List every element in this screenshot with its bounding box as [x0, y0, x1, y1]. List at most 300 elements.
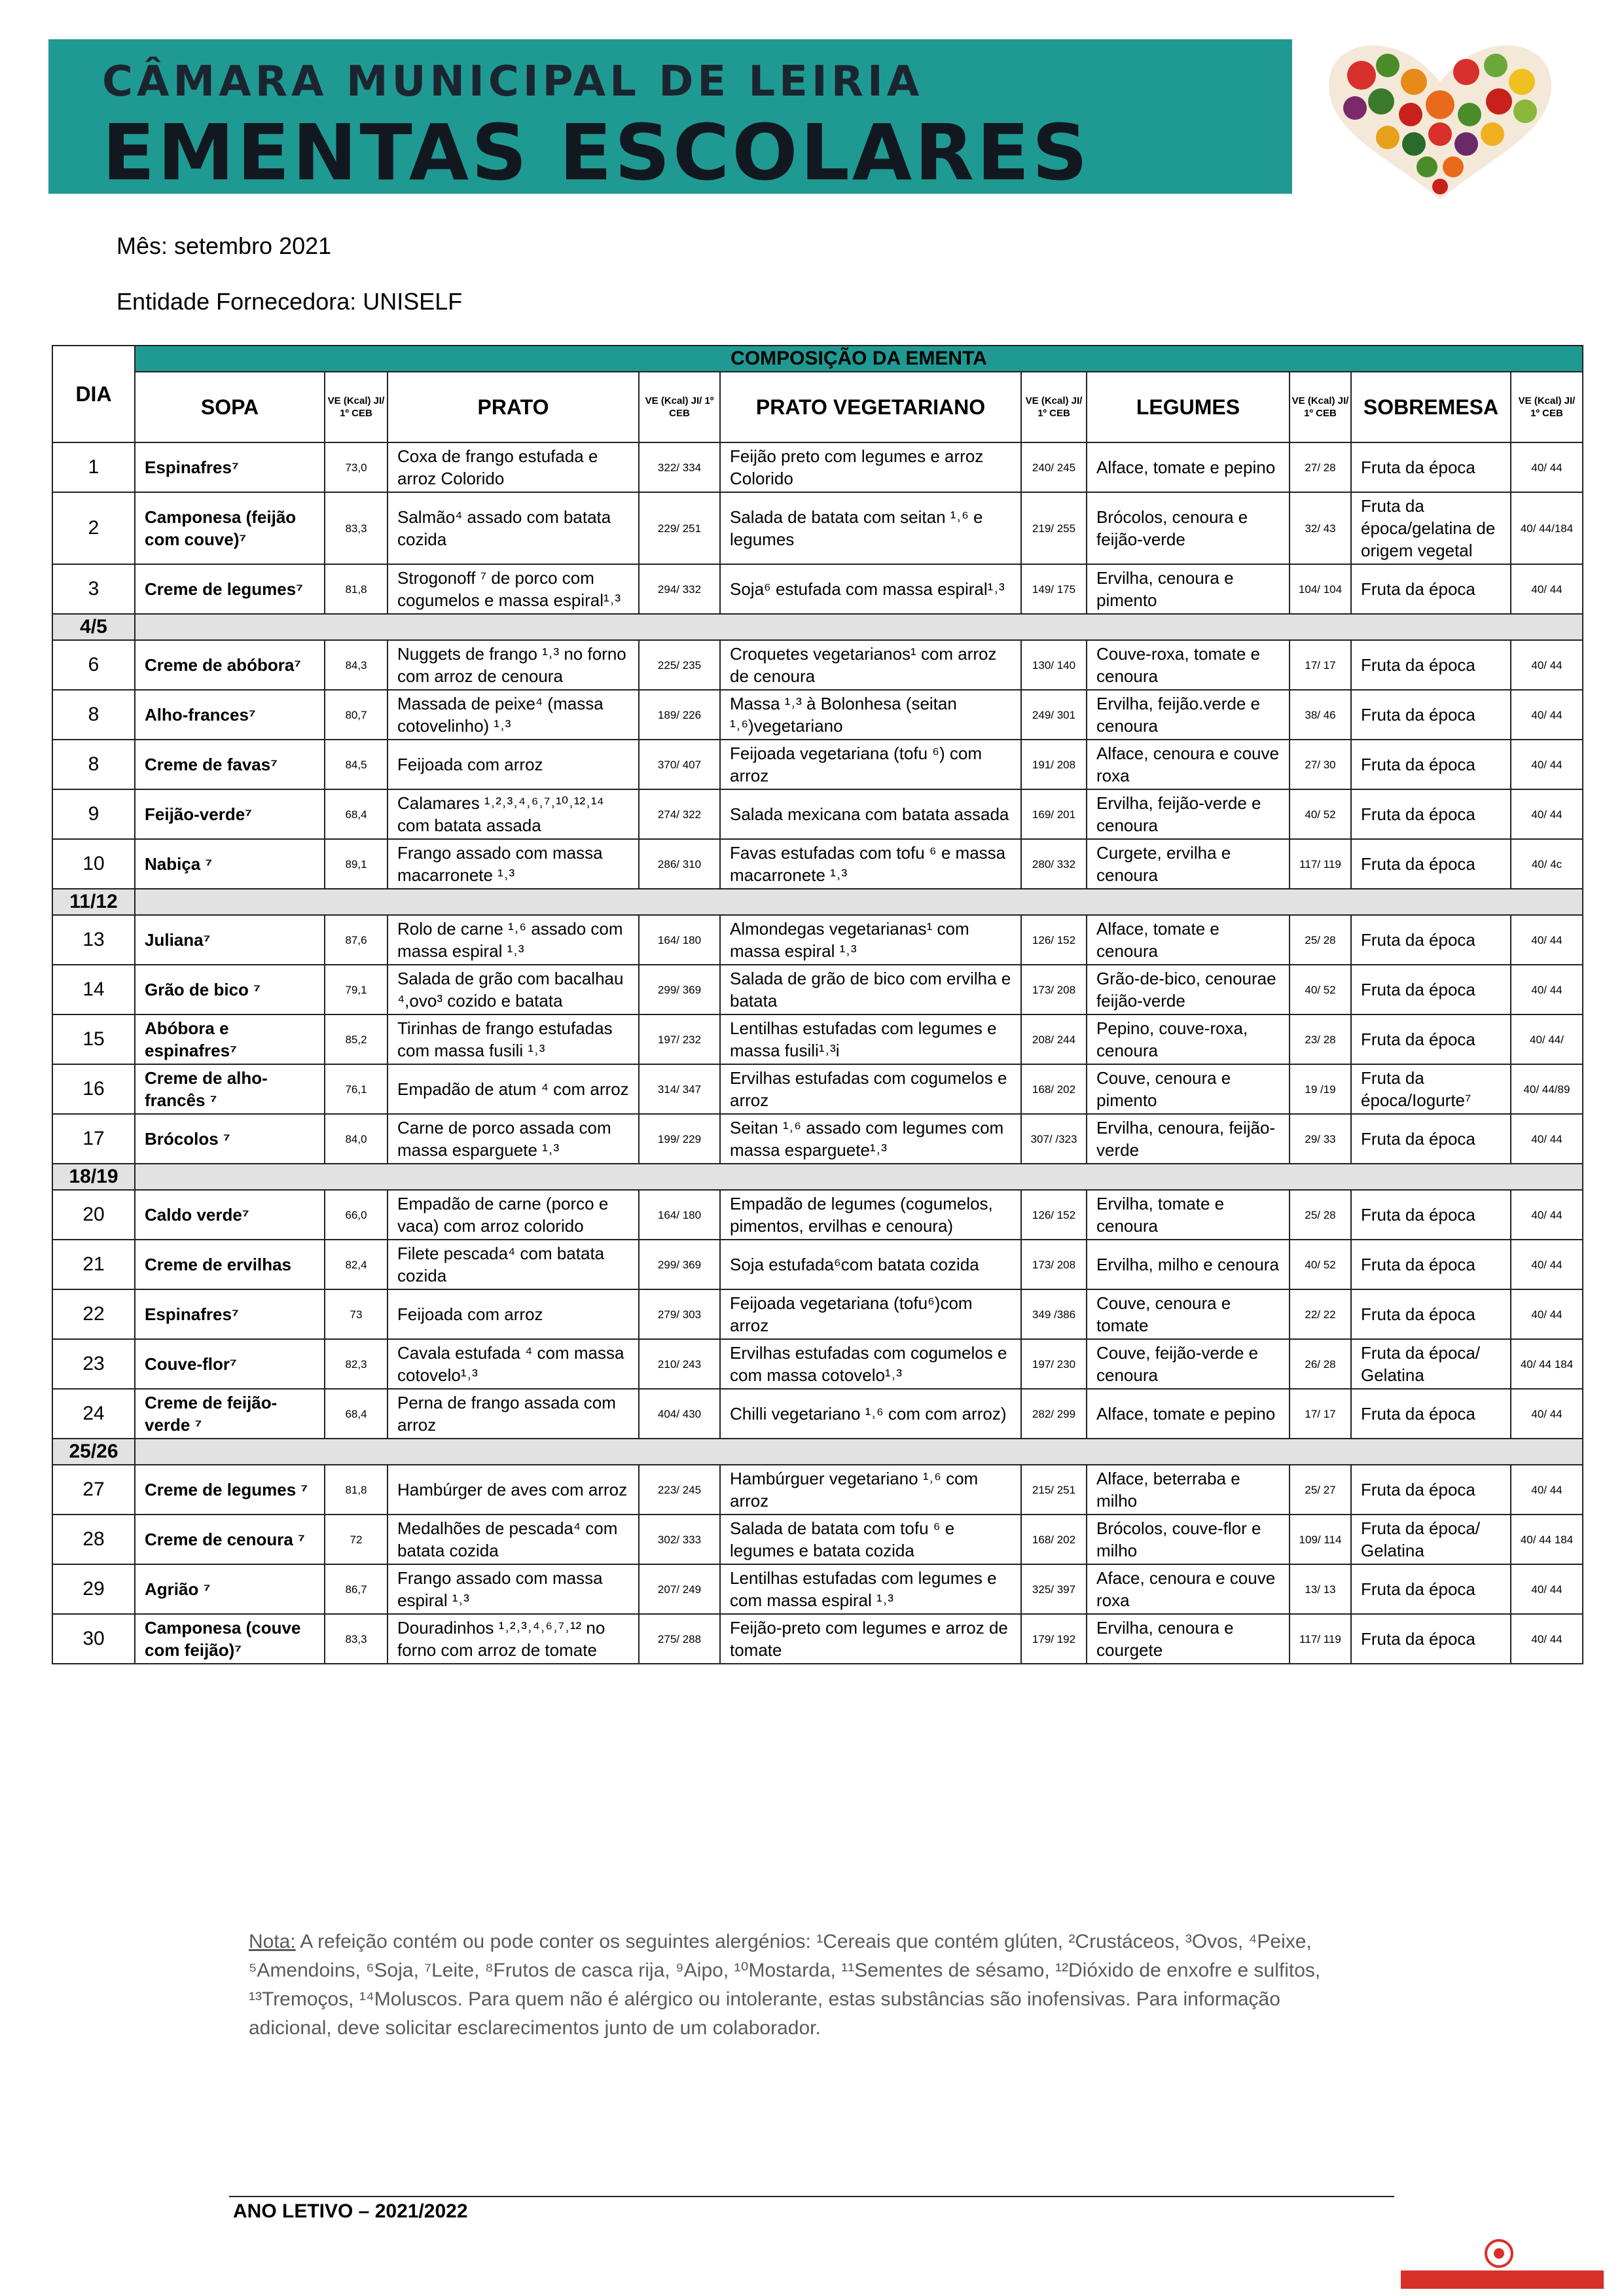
header-dia: DIA: [52, 346, 135, 442]
dessert-kcal-cell: 40/ 44: [1511, 1465, 1583, 1515]
vegetarian-dish-cell: Soja estufada⁶com batata cozida: [720, 1240, 1021, 1289]
note-text: A refeição contém ou pode conter os seguintes alergénios: ¹Cereais que contém glúten, ²Crustáceos, ³Ovos, ⁴Peixe, ⁵Amendoins, ⁶Soja, ⁷Leite, ⁸Frutos de casca rija, ⁹Aipo, ¹⁰Mostarda, ¹¹Sementes de sésamo, ¹²Dióxido de enxofre e sulfitos, ¹³Tremoços, ¹⁴Moluscos. Para quem não é alérgico ou intolerante, estas substâncias são inofensivas. Para informação adicional, deve solicitar esclarecimentos junto de um colaborador.: [249, 1931, 1321, 2039]
vegetarian-kcal-cell: 149/ 175: [1021, 564, 1087, 614]
dessert-cell: Fruta da época: [1351, 1614, 1511, 1664]
month-label: Mês: setembro 2021: [117, 232, 332, 259]
soup-kcal-cell: 81,8: [325, 564, 388, 614]
dessert-cell: Fruta da época: [1351, 1240, 1511, 1289]
week-label: 4/5: [52, 614, 135, 640]
menu-row: [52, 442, 1583, 492]
day-cell: 13: [52, 915, 135, 965]
municipality-title: CÂMARA MUNICIPAL DE LEIRIA: [102, 58, 924, 106]
vegetarian-kcal-cell: 307/ /323: [1021, 1114, 1087, 1164]
header-ve-sopa: VE (Kcal) JI/ 1º CEB: [325, 372, 388, 442]
vegetarian-dish-cell: Salada de batata com seitan ¹˒⁶ e legumes: [720, 492, 1021, 564]
vegetarian-dish-cell: Croquetes vegetarianos¹ com arroz de cenoura: [720, 640, 1021, 690]
header-ve-sobremesa: VE (Kcal) JI/ 1º CEB: [1511, 372, 1583, 442]
dessert-cell: Fruta da época/gelatina de origem vegetal: [1351, 492, 1511, 564]
dish-cell: Hambúrger de aves com arroz: [388, 1465, 639, 1515]
dish-cell: Strogonoff ⁷ de porco com cogumelos e massa espiral¹˒³: [388, 564, 639, 614]
vegetables-kcal-cell: 40/ 52: [1290, 1240, 1351, 1289]
vegetables-kcal-cell: 17/ 17: [1290, 1389, 1351, 1439]
vegetarian-dish-cell: Feijoada vegetariana (tofu ⁶) com arroz: [720, 740, 1021, 789]
vegetables-kcal-cell: 29/ 33: [1290, 1114, 1351, 1164]
day-cell: 17: [52, 1114, 135, 1164]
dessert-cell: Fruta da época: [1351, 442, 1511, 492]
vegetarian-dish-cell: Salada de grão de bico com ervilha e batata: [720, 965, 1021, 1014]
soup-cell: Couve-flor⁷: [135, 1339, 325, 1389]
vegetarian-kcal-cell: 282/ 299: [1021, 1389, 1087, 1439]
menu-row: [52, 839, 1583, 889]
dish-cell: Feijoada com arroz: [388, 740, 639, 789]
dessert-kcal-cell: 40/ 44: [1511, 442, 1583, 492]
dish-cell: Frango assado com massa espiral ¹˒³: [388, 1564, 639, 1614]
vegetables-kcal-cell: 32/ 43: [1290, 492, 1351, 564]
dessert-kcal-cell: 40/ 44: [1511, 915, 1583, 965]
soup-cell: Grão de bico ⁷: [135, 965, 325, 1014]
dish-cell: Carne de porco assada com massa esparguete ¹˒³: [388, 1114, 639, 1164]
soup-cell: Camponesa (couve com feijão)⁷: [135, 1614, 325, 1664]
day-cell: 8: [52, 740, 135, 789]
vegetables-kcal-cell: 25/ 28: [1290, 915, 1351, 965]
vegetarian-dish-cell: Lentilhas estufadas com legumes e com massa espiral ¹˒³: [720, 1564, 1021, 1614]
soup-kcal-cell: 82,4: [325, 1240, 388, 1289]
vegetables-cell: Ervilha, tomate e cenoura: [1087, 1190, 1290, 1240]
vegetarian-dish-cell: Seitan ¹˒⁶ assado com legumes com massa esparguete¹˒³: [720, 1114, 1021, 1164]
dish-cell: Douradinhos ¹˒²˒³˒⁴˒⁶˒⁷˒¹² no forno com arroz de tomate: [388, 1614, 639, 1664]
vegetable-heart-image: [1316, 36, 1564, 206]
vegetables-cell: Alface, tomate e pepino: [1087, 1389, 1290, 1439]
menu-row: [52, 1114, 1583, 1164]
week-separator-row: [52, 1439, 1583, 1465]
vegetarian-dish-cell: Hambúrguer vegetariano ¹˒⁶ com arroz: [720, 1465, 1021, 1515]
day-cell: 30: [52, 1614, 135, 1664]
vegetarian-kcal-cell: 240/ 245: [1021, 442, 1087, 492]
vegetables-kcal-cell: 17/ 17: [1290, 640, 1351, 690]
dessert-cell: Fruta da época: [1351, 839, 1511, 889]
dessert-kcal-cell: 40/ 44: [1511, 740, 1583, 789]
dish-kcal-cell: 207/ 249: [639, 1564, 720, 1614]
dessert-kcal-cell: 40/ 44: [1511, 1190, 1583, 1240]
soup-cell: Creme de abóbora⁷: [135, 640, 325, 690]
vegetarian-dish-cell: Feijão-preto com legumes e arroz de tomate: [720, 1614, 1021, 1664]
vegetables-kcal-cell: 40/ 52: [1290, 965, 1351, 1014]
header-prato: PRATO: [388, 372, 639, 442]
dessert-kcal-cell: 40/ 44 184: [1511, 1339, 1583, 1389]
day-cell: 9: [52, 789, 135, 839]
vegetarian-dish-cell: Feijão preto com legumes e arroz Colorido: [720, 442, 1021, 492]
dessert-kcal-cell: 40/ 44/184: [1511, 492, 1583, 564]
vegetables-kcal-cell: 19 /19: [1290, 1064, 1351, 1114]
header-legumes: LEGUMES: [1087, 372, 1290, 442]
dish-cell: Medalhões de pescada⁴ com batata cozida: [388, 1515, 639, 1564]
vegetarian-kcal-cell: 179/ 192: [1021, 1614, 1087, 1664]
week-separator-row: [52, 889, 1583, 915]
soup-cell: Creme de legumes⁷: [135, 564, 325, 614]
dessert-cell: Fruta da época: [1351, 740, 1511, 789]
dish-cell: Cavala estufada ⁴ com massa cotovelo¹˒³: [388, 1339, 639, 1389]
menu-table: [52, 345, 1583, 1664]
vegetables-cell: Pepino, couve-roxa, cenoura: [1087, 1014, 1290, 1064]
menu-row: [52, 1564, 1583, 1614]
vegetables-cell: Couve, feijão-verde e cenoura: [1087, 1339, 1290, 1389]
note-label: Nota:: [249, 1931, 296, 1952]
soup-cell: Creme de alho-francês ⁷: [135, 1064, 325, 1114]
soup-cell: Camponesa (feijão com couve)⁷: [135, 492, 325, 564]
soup-cell: Nabiça ⁷: [135, 839, 325, 889]
week-separator-row: [52, 614, 1583, 640]
menu-row: [52, 789, 1583, 839]
dessert-cell: Fruta da época: [1351, 1114, 1511, 1164]
menu-row: [52, 740, 1583, 789]
menu-row: [52, 1339, 1583, 1389]
vegetarian-dish-cell: Ervilhas estufadas com cogumelos e com massa cotovelo¹˒³: [720, 1339, 1021, 1389]
vegetarian-dish-cell: Empadão de legumes (cogumelos, pimentos, ervilhas e cenoura): [720, 1190, 1021, 1240]
day-cell: 10: [52, 839, 135, 889]
dish-kcal-cell: 370/ 407: [639, 740, 720, 789]
soup-kcal-cell: 86,7: [325, 1564, 388, 1614]
soup-kcal-cell: 80,7: [325, 690, 388, 740]
soup-kcal-cell: 72: [325, 1515, 388, 1564]
composition-header: COMPOSIÇÃO DA EMENTA: [135, 346, 1583, 372]
vegetarian-kcal-cell: 130/ 140: [1021, 640, 1087, 690]
soup-cell: Caldo verde⁷: [135, 1190, 325, 1240]
day-cell: 1: [52, 442, 135, 492]
week-spacer: [135, 1439, 1583, 1465]
dish-cell: Empadão de atum ⁴ com arroz: [388, 1064, 639, 1114]
soup-cell: Espinafres⁷: [135, 1289, 325, 1339]
menu-row: [52, 690, 1583, 740]
menu-row: [52, 564, 1583, 614]
vegetables-cell: Brócolos, couve-flor e milho: [1087, 1515, 1290, 1564]
header-sopa: SOPA: [135, 372, 325, 442]
vegetables-kcal-cell: 104/ 104: [1290, 564, 1351, 614]
soup-cell: Alho-frances⁷: [135, 690, 325, 740]
intervencoes-educativas-logo: [1394, 2235, 1610, 2291]
vegetarian-dish-cell: Salada mexicana com batata assada: [720, 789, 1021, 839]
vegetables-kcal-cell: 27/ 28: [1290, 442, 1351, 492]
header-ve-vegetariano: VE (Kcal) JI/ 1º CEB: [1021, 372, 1087, 442]
vegetables-cell: Brócolos, cenoura e feijão-verde: [1087, 492, 1290, 564]
dessert-kcal-cell: 40/ 44: [1511, 640, 1583, 690]
vegetables-cell: Couve, cenoura e tomate: [1087, 1289, 1290, 1339]
vegetables-kcal-cell: 23/ 28: [1290, 1014, 1351, 1064]
vegetarian-dish-cell: Soja⁶ estufada com massa espiral¹˒³: [720, 564, 1021, 614]
dessert-cell: Fruta da época: [1351, 789, 1511, 839]
dessert-cell: Fruta da época: [1351, 1389, 1511, 1439]
menu-row: [52, 1064, 1583, 1114]
menu-row: [52, 1014, 1583, 1064]
vegetables-cell: Couve-roxa, tomate e cenoura: [1087, 640, 1290, 690]
vegetables-cell: Alface, tomate e pepino: [1087, 442, 1290, 492]
vegetarian-kcal-cell: 173/ 208: [1021, 1240, 1087, 1289]
dish-cell: Empadão de carne (porco e vaca) com arroz colorido: [388, 1190, 639, 1240]
dish-kcal-cell: 275/ 288: [639, 1614, 720, 1664]
dish-kcal-cell: 404/ 430: [639, 1389, 720, 1439]
vegetarian-kcal-cell: 126/ 152: [1021, 1190, 1087, 1240]
header-banner: [48, 39, 1292, 198]
dish-kcal-cell: 299/ 369: [639, 1240, 720, 1289]
dessert-kcal-cell: 40/ 44/: [1511, 1014, 1583, 1064]
header-ve-prato: VE (Kcal) JI/ 1º CEB: [639, 372, 720, 442]
vegetables-cell: Ervilha, feijão-verde e cenoura: [1087, 789, 1290, 839]
vegetables-cell: Alface, cenoura e couve roxa: [1087, 740, 1290, 789]
vegetables-cell: Ervilha, cenoura e courgete: [1087, 1614, 1290, 1664]
soup-kcal-cell: 85,2: [325, 1014, 388, 1064]
supplier-label: Entidade Fornecedora: UNISELF: [117, 288, 463, 315]
soup-kcal-cell: 68,4: [325, 1389, 388, 1439]
dessert-kcal-cell: 40/ 44: [1511, 564, 1583, 614]
dessert-cell: Fruta da época: [1351, 564, 1511, 614]
menu-row: [52, 1515, 1583, 1564]
vegetarian-kcal-cell: 219/ 255: [1021, 492, 1087, 564]
dessert-kcal-cell: 40/ 44: [1511, 690, 1583, 740]
vegetables-cell: Ervilha, cenoura, feijão-verde: [1087, 1114, 1290, 1164]
dish-kcal-cell: 189/ 226: [639, 690, 720, 740]
day-cell: 14: [52, 965, 135, 1014]
vegetables-cell: Curgete, ervilha e cenoura: [1087, 839, 1290, 889]
day-cell: 2: [52, 492, 135, 564]
dish-cell: Coxa de frango estufada e arroz Colorido: [388, 442, 639, 492]
dish-cell: Calamares ¹˒²˒³˒⁴˒⁶˒⁷˒¹⁰˒¹²˒¹⁴ com batata assada: [388, 789, 639, 839]
page-title: EMENTAS ESCOLARES: [102, 107, 1091, 198]
dessert-cell: Fruta da época: [1351, 690, 1511, 740]
soup-cell: Espinafres⁷: [135, 442, 325, 492]
dish-cell: Salada de grão com bacalhau ⁴,ovo³ cozido e batata: [388, 965, 639, 1014]
menu-table-wrapper: [52, 345, 1582, 1664]
dessert-cell: Fruta da época: [1351, 1190, 1511, 1240]
dessert-kcal-cell: 40/ 44/89: [1511, 1064, 1583, 1114]
soup-kcal-cell: 82,3: [325, 1339, 388, 1389]
vegetables-kcal-cell: 117/ 119: [1290, 839, 1351, 889]
menu-table-body: [52, 442, 1583, 1664]
header-sobremesa: SOBREMESA: [1351, 372, 1511, 442]
week-separator-row: [52, 1164, 1583, 1190]
soup-kcal-cell: 76,1: [325, 1064, 388, 1114]
vegetables-cell: Ervilha, milho e cenoura: [1087, 1240, 1290, 1289]
day-cell: 3: [52, 564, 135, 614]
menu-row: [52, 1614, 1583, 1664]
vegetables-cell: Ervilha, feijão.verde e cenoura: [1087, 690, 1290, 740]
dish-kcal-cell: 225/ 235: [639, 640, 720, 690]
soup-kcal-cell: 73: [325, 1289, 388, 1339]
soup-kcal-cell: 89,1: [325, 839, 388, 889]
week-label: 18/19: [52, 1164, 135, 1190]
dish-cell: Rolo de carne ¹˒⁶ assado com massa espiral ¹˒³: [388, 915, 639, 965]
vegetarian-kcal-cell: 126/ 152: [1021, 915, 1087, 965]
dish-kcal-cell: 294/ 332: [639, 564, 720, 614]
dessert-kcal-cell: 40/ 44: [1511, 965, 1583, 1014]
vegetarian-kcal-cell: 173/ 208: [1021, 965, 1087, 1014]
dish-kcal-cell: 164/ 180: [639, 1190, 720, 1240]
dish-kcal-cell: 229/ 251: [639, 492, 720, 564]
dessert-cell: Fruta da época: [1351, 965, 1511, 1014]
soup-kcal-cell: 66,0: [325, 1190, 388, 1240]
header-ve-legumes: VE (Kcal) JI/ 1º CEB: [1290, 372, 1351, 442]
soup-kcal-cell: 87,6: [325, 915, 388, 965]
dessert-cell: Fruta da época: [1351, 1289, 1511, 1339]
week-label: 11/12: [52, 889, 135, 915]
dessert-cell: Fruta da época/ Gelatina: [1351, 1515, 1511, 1564]
vegetarian-kcal-cell: 168/ 202: [1021, 1064, 1087, 1114]
dessert-cell: Fruta da época/Iogurte⁷: [1351, 1064, 1511, 1114]
menu-row: [52, 1289, 1583, 1339]
menu-row: [52, 915, 1583, 965]
vegetarian-dish-cell: Feijoada vegetariana (tofu⁶)com arroz: [720, 1289, 1021, 1339]
dessert-kcal-cell: 40/ 44: [1511, 1389, 1583, 1439]
soup-kcal-cell: 84,5: [325, 740, 388, 789]
vegetarian-kcal-cell: 349 /386: [1021, 1289, 1087, 1339]
dessert-kcal-cell: 40/ 4c: [1511, 839, 1583, 889]
vegetables-kcal-cell: 117/ 119: [1290, 1614, 1351, 1664]
dish-cell: Feijoada com arroz: [388, 1289, 639, 1339]
footer-divider: [229, 2196, 1394, 2197]
menu-row: [52, 640, 1583, 690]
soup-kcal-cell: 84,0: [325, 1114, 388, 1164]
soup-kcal-cell: 84,3: [325, 640, 388, 690]
dish-cell: Salmão⁴ assado com batata cozida: [388, 492, 639, 564]
dessert-kcal-cell: 40/ 44: [1511, 1614, 1583, 1664]
vegetables-cell: Aface, cenoura e couve roxa: [1087, 1564, 1290, 1614]
dessert-kcal-cell: 40/ 44: [1511, 1240, 1583, 1289]
dessert-kcal-cell: 40/ 44 184: [1511, 1515, 1583, 1564]
vegetarian-kcal-cell: 280/ 332: [1021, 839, 1087, 889]
day-cell: 29: [52, 1564, 135, 1614]
menu-row: [52, 1389, 1583, 1439]
dish-kcal-cell: 274/ 322: [639, 789, 720, 839]
header-prato-vegetariano: PRATO VEGETARIANO: [720, 372, 1021, 442]
menu-row: [52, 1190, 1583, 1240]
dish-cell: Massada de peixe⁴ (massa cotovelinho) ¹˒³: [388, 690, 639, 740]
day-cell: 16: [52, 1064, 135, 1114]
vegetables-kcal-cell: 26/ 28: [1290, 1339, 1351, 1389]
week-spacer: [135, 614, 1583, 640]
dessert-kcal-cell: 40/ 44: [1511, 1564, 1583, 1614]
day-cell: 20: [52, 1190, 135, 1240]
dish-kcal-cell: 286/ 310: [639, 839, 720, 889]
vegetables-kcal-cell: 25/ 28: [1290, 1190, 1351, 1240]
soup-cell: Juliana⁷: [135, 915, 325, 965]
dessert-cell: Fruta da época/ Gelatina: [1351, 1339, 1511, 1389]
allergen-note: [249, 1928, 1335, 2043]
vegetarian-kcal-cell: 208/ 244: [1021, 1014, 1087, 1064]
menu-row: [52, 492, 1583, 564]
dish-cell: Nuggets de frango ¹˒³ no forno com arroz de cenoura: [388, 640, 639, 690]
dessert-cell: Fruta da época: [1351, 640, 1511, 690]
soup-kcal-cell: 83,3: [325, 1614, 388, 1664]
week-spacer: [135, 1164, 1583, 1190]
vegetarian-dish-cell: Favas estufadas com tofu ⁶ e massa macarronete ¹˒³: [720, 839, 1021, 889]
day-cell: 6: [52, 640, 135, 690]
soup-kcal-cell: 68,4: [325, 789, 388, 839]
day-cell: 24: [52, 1389, 135, 1439]
dish-kcal-cell: 314/ 347: [639, 1064, 720, 1114]
vegetables-cell: Grão-de-bico, cenourae feijão-verde: [1087, 965, 1290, 1014]
vegetarian-dish-cell: Chilli vegetariano ¹˒⁶ com com arroz): [720, 1389, 1021, 1439]
vegetables-cell: Couve, cenoura e pimento: [1087, 1064, 1290, 1114]
vegetables-cell: Alface, tomate e cenoura: [1087, 915, 1290, 965]
vegetables-kcal-cell: 40/ 52: [1290, 789, 1351, 839]
day-cell: 23: [52, 1339, 135, 1389]
vegetables-cell: Ervilha, cenoura e pimento: [1087, 564, 1290, 614]
vegetables-kcal-cell: 13/ 13: [1290, 1564, 1351, 1614]
soup-cell: Brócolos ⁷: [135, 1114, 325, 1164]
day-cell: 28: [52, 1515, 135, 1564]
vegetarian-kcal-cell: 215/ 251: [1021, 1465, 1087, 1515]
soup-cell: Feijão-verde⁷: [135, 789, 325, 839]
vegetarian-dish-cell: Salada de batata com tofu ⁶ e legumes e batata cozida: [720, 1515, 1021, 1564]
soup-cell: Creme de favas⁷: [135, 740, 325, 789]
vegetarian-dish-cell: Lentilhas estufadas com legumes e massa fusili¹˒³i: [720, 1014, 1021, 1064]
vegetarian-kcal-cell: 168/ 202: [1021, 1515, 1087, 1564]
dish-cell: Tirinhas de frango estufadas com massa fusili ¹˒³: [388, 1014, 639, 1064]
day-cell: 27: [52, 1465, 135, 1515]
menu-row: [52, 1465, 1583, 1515]
day-cell: 22: [52, 1289, 135, 1339]
school-year: ANO LETIVO – 2021/2022: [233, 2200, 468, 2222]
week-spacer: [135, 889, 1583, 915]
vegetarian-dish-cell: Almondegas vegetarianas¹ com massa espiral ¹˒³: [720, 915, 1021, 965]
soup-kcal-cell: 73,0: [325, 442, 388, 492]
menu-row: [52, 1240, 1583, 1289]
dessert-cell: Fruta da época: [1351, 1564, 1511, 1614]
dish-kcal-cell: 223/ 245: [639, 1465, 720, 1515]
vegetables-kcal-cell: 27/ 30: [1290, 740, 1351, 789]
vegetables-kcal-cell: 109/ 114: [1290, 1515, 1351, 1564]
menu-row: [52, 965, 1583, 1014]
dessert-cell: Fruta da época: [1351, 1465, 1511, 1515]
dessert-kcal-cell: 40/ 44: [1511, 1289, 1583, 1339]
dessert-cell: Fruta da época: [1351, 915, 1511, 965]
vegetarian-dish-cell: Ervilhas estufadas com cogumelos e arroz: [720, 1064, 1021, 1114]
vegetarian-kcal-cell: 325/ 397: [1021, 1564, 1087, 1614]
vegetarian-kcal-cell: 197/ 230: [1021, 1339, 1087, 1389]
vegetables-kcal-cell: 25/ 27: [1290, 1465, 1351, 1515]
dish-kcal-cell: 199/ 229: [639, 1114, 720, 1164]
vegetarian-kcal-cell: 169/ 201: [1021, 789, 1087, 839]
vegetables-cell: Alface, beterraba e milho: [1087, 1465, 1290, 1515]
week-label: 25/26: [52, 1439, 135, 1465]
vegetarian-dish-cell: Massa ¹˒³ à Bolonhesa (seitan ¹˒⁶)vegetariano: [720, 690, 1021, 740]
soup-kcal-cell: 81,8: [325, 1465, 388, 1515]
dish-kcal-cell: 279/ 303: [639, 1289, 720, 1339]
soup-kcal-cell: 79,1: [325, 965, 388, 1014]
dish-kcal-cell: 299/ 369: [639, 965, 720, 1014]
vegetarian-kcal-cell: 191/ 208: [1021, 740, 1087, 789]
vegetables-kcal-cell: 38/ 46: [1290, 690, 1351, 740]
day-cell: 21: [52, 1240, 135, 1289]
dish-cell: Perna de frango assada com arroz: [388, 1389, 639, 1439]
soup-cell: Abóbora e espinafres⁷: [135, 1014, 325, 1064]
dish-kcal-cell: 197/ 232: [639, 1014, 720, 1064]
soup-cell: Creme de ervilhas: [135, 1240, 325, 1289]
soup-cell: Creme de cenoura ⁷: [135, 1515, 325, 1564]
dessert-kcal-cell: 40/ 44: [1511, 789, 1583, 839]
day-cell: 15: [52, 1014, 135, 1064]
vegetarian-kcal-cell: 249/ 301: [1021, 690, 1087, 740]
day-cell: 8: [52, 690, 135, 740]
soup-cell: Creme de feijão-verde ⁷: [135, 1389, 325, 1439]
dessert-kcal-cell: 40/ 44: [1511, 1114, 1583, 1164]
dish-cell: Frango assado com massa macarronete ¹˒³: [388, 839, 639, 889]
dish-cell: Filete pescada⁴ com batata cozida: [388, 1240, 639, 1289]
vegetables-kcal-cell: 22/ 22: [1290, 1289, 1351, 1339]
soup-cell: Agrião ⁷: [135, 1564, 325, 1614]
dish-kcal-cell: 164/ 180: [639, 915, 720, 965]
dish-kcal-cell: 302/ 333: [639, 1515, 720, 1564]
soup-kcal-cell: 83,3: [325, 492, 388, 564]
dish-kcal-cell: 322/ 334: [639, 442, 720, 492]
